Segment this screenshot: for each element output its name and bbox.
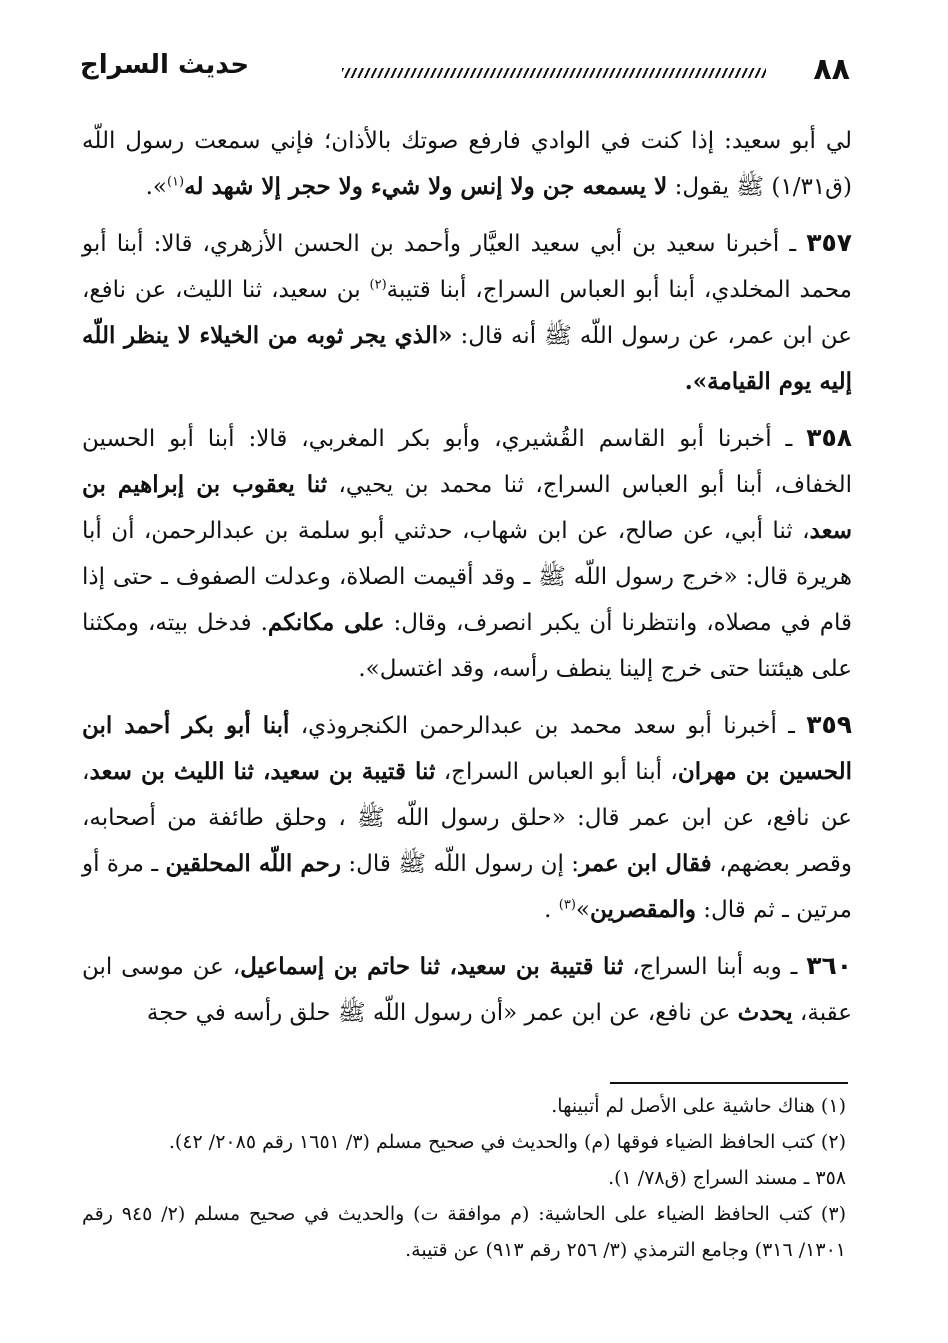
text-run: ـ أخبرنا أبو القاسم القُشيري، وأبو بكر المغربي، قالا: أبنا أبو الحسين الخفاف، أبنا أبو العباس السراج، ثنا محمد بن يحيي، [82,426,852,498]
footnote: (١) هناك حاشية على الأصل لم أتبينها. [551,1095,846,1117]
bold-text: والمقصرين [590,896,696,923]
hadith-quote: «الذي يجر ثوبه من الخيلاء لا ينظر اللّه إليه يوم القيامة». [82,322,852,395]
footnote-marker: (٢) [369,277,387,293]
bold-text: على مكانكم [267,609,385,636]
hadith-357 [82,220,852,405]
text-run: ، ثنا أبي، عن صالح، عن ابن شهاب، حدثني أبو سلمة بن عبدالرحمن، أن أبا هريرة قال: «خرج رسول اللّه ﷺ ـ وقد أقيمت الصلاة، وعدلت الصفوف ـ حتى إذا قام في مصلاه، وانتظرنا أن يكبر انصرف، وقال: [82,518,852,636]
hadith-number: ٣٦٠ [806,951,852,980]
text-run: . فدخل بيته، ومكثنا على هيئتنا حتى خرج إلينا ينطف رأسه، وقد اغتسل». [82,610,852,682]
text-run: ـ مرة أو مرتين ـ ثم قال: [82,851,852,923]
footnote-marker: (١) [166,174,185,190]
hadith-number: ٣٥٩ [806,710,852,739]
hadith-quote: لا يسمعه جن ولا إنس ولا شيء ولا حجر إلا شهد له [184,173,668,200]
text-run: ، عن نافع، عن ابن عمر قال: «حلق رسول اللّه ﷺ ، وحلق طائفة من أصحابه، وقصر بعضهم، [82,759,852,877]
text-run: عن نافع، عن ابن عمر «أن رسول اللّه ﷺ حلق رأسه في حجة [146,1000,738,1026]
bold-text: ثنا قتيبة بن سعيد، ثنا الليث بن سعد [89,758,436,785]
text-run: لي أبو سعيد: إذا كنت في الوادي فارفع صوتك بالأذان؛ فإني سمعت رسول اللّه (ق١/٣١) ﷺ يقول: [82,128,852,200]
footnote-separator [610,1082,848,1084]
hadith-number: ٣٥٨ [806,423,852,452]
running-title: حديث السراج [80,50,250,80]
text-run: بن سعيد، ثنا الليث، عن نافع، عن ابن عمر، عن رسول اللّه ﷺ أنه قال: [82,277,852,349]
hadith-359 [82,702,852,933]
page-number: ٨٨ [813,52,850,87]
hadith-number: ٣٥٧ [806,228,852,257]
text-run: : إن رسول اللّه ﷺ قال: [340,851,580,877]
main-text [82,118,852,1046]
footnote: (٢) كتب الحافظ الضياء فوقها (م) والحديث في صحيح مسلم (٣/ ١٦٥١ رقم ٢٠٨٥/ ٤٢). [168,1131,846,1153]
text-run: ». [145,174,167,200]
text-run: ، عن موسى ابن عقبة، [82,954,852,1026]
footnote: ٣٥٨ ـ مسند السراج (ق٧٨/ ١). [608,1167,846,1189]
header-decorative-rule [342,68,766,78]
text-run: ، أبنا أبو العباس السراج، [435,759,678,785]
bold-text: أبنا أبو بكر أحمد ابن الحسين بن مهران [82,712,852,785]
page-header [70,50,850,90]
hadith-360 [82,943,852,1036]
footnote-marker: (٣) [558,897,576,913]
footnotes [82,1088,846,1268]
text-run: » [575,897,590,923]
text-run: ـ وبه أبنا السراج، [623,954,807,980]
bold-text: فقال ابن عمر [579,850,712,877]
hadith-358 [82,415,852,692]
bold-text: رحم اللّه المحلقين [165,850,341,877]
text-run: ـ أخبرنا أبو سعد محمد بن عبدالرحمن الكنجروذي، [289,713,807,739]
bold-text: ثنا يعقوب بن إبراهيم بن سعد [82,471,852,544]
bold-text: يحدث [737,999,793,1026]
text-run: ـ أخبرنا سعيد بن أبي سعيد العيَّار وأحمد بن الحسن الأزهري، قالا: أبنا أبو محمد المخلدي، أبنا أبو العباس السراج، أبنا قتيبة [82,231,852,303]
footnote: (٣) كتب الحافظ الضياء على الحاشية: (م موافقة ت) والحديث في صحيح مسلم (٢/ ٩٤٥ رقم ١٣٠١/ ٣١٦) وجامع الترمذي (٣/ ٢٥٦ رقم ٩١٣) عن قتيبة. [82,1203,846,1261]
text-run: . [544,897,559,923]
bold-text: ثنا قتيبة بن سعيد، ثنا حاتم بن إسماعيل [240,953,624,980]
paragraph-continuation [82,118,852,210]
